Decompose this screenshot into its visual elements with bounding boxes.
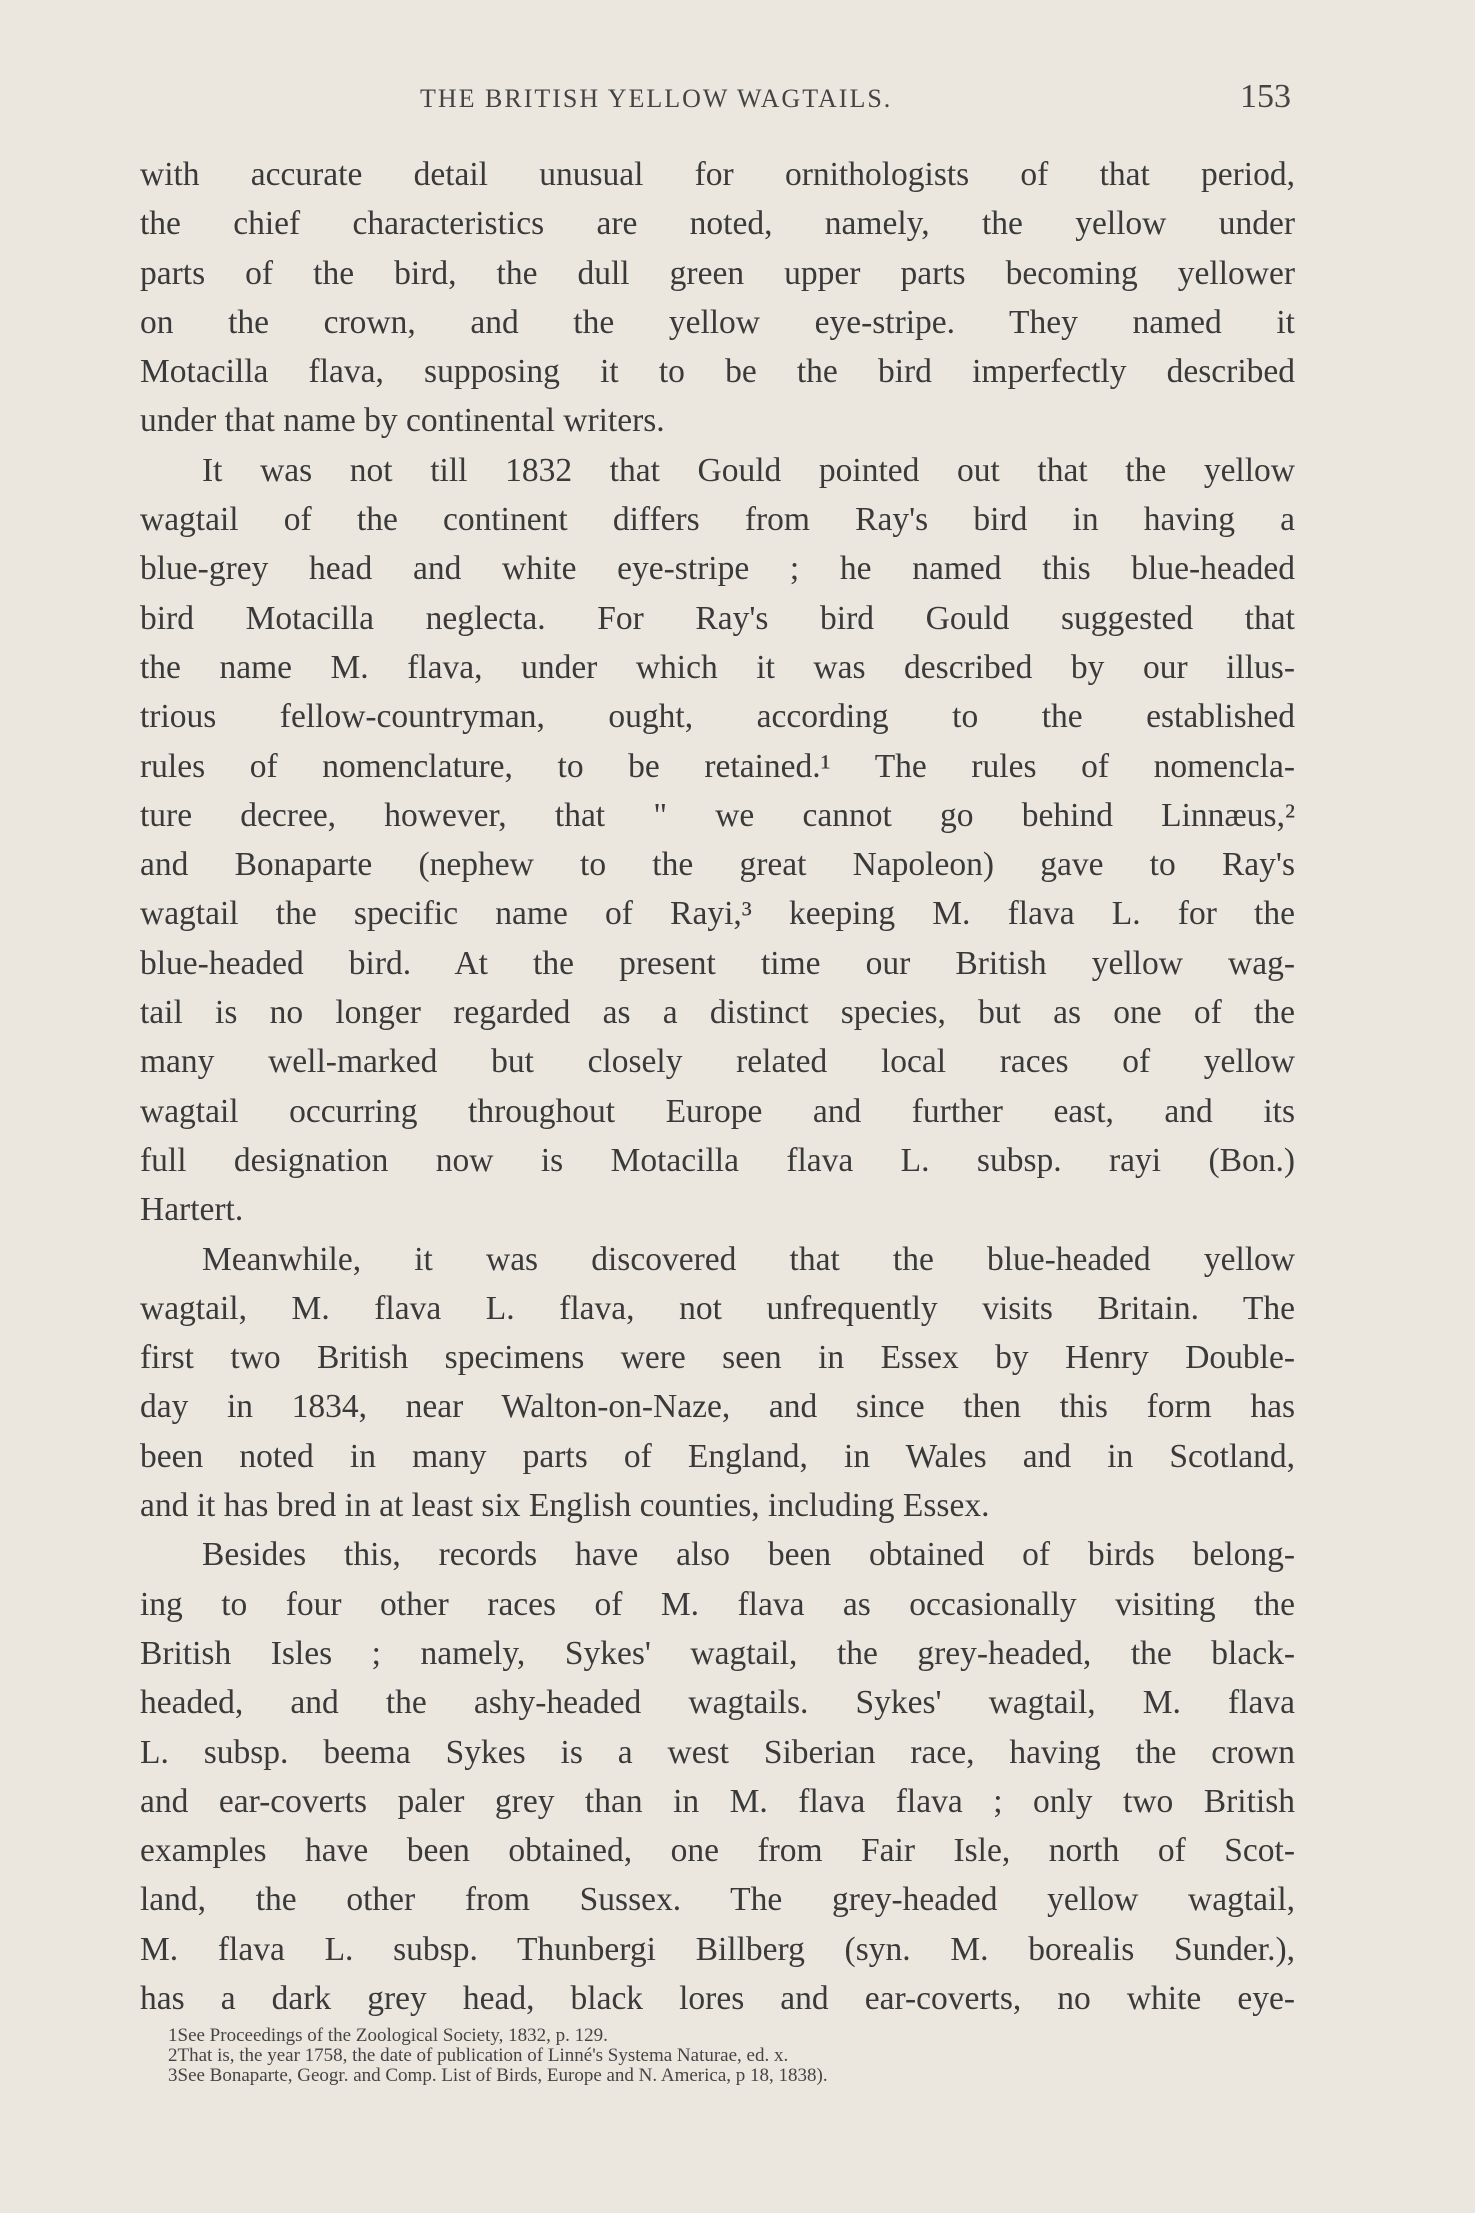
text-line: under that name by continental writers. bbox=[140, 402, 665, 440]
text-line: day in 1834, near Walton-on-Naze, and since then this form has bbox=[140, 1388, 1295, 1426]
running-head: THE BRITISH YELLOW WAGTAILS. bbox=[420, 84, 893, 113]
footnote: 3See Bonaparte, Geogr. and Comp. List of Birds, Europe and N. America, p 18, 1838). bbox=[168, 2065, 828, 2086]
text-line: Hartert. bbox=[140, 1191, 244, 1229]
text-line: bird Motacilla neglecta. For Ray's bird Gould suggested that bbox=[140, 599, 1295, 637]
text-line: blue-grey head and white eye-stripe ; he named this blue-headed bbox=[140, 550, 1295, 588]
text-line: on the crown, and the yellow eye-stripe. They named it bbox=[140, 303, 1295, 341]
text-line: been noted in many parts of England, in Wales and in Scotland, bbox=[140, 1437, 1295, 1475]
text-line: parts of the bird, the dull green upper parts becoming yellower bbox=[140, 254, 1295, 292]
text-line: wagtail occurring throughout Europe and further east, and its bbox=[140, 1092, 1295, 1130]
text-line: blue-headed bird. At the present time our British yellow wag- bbox=[140, 944, 1295, 982]
text-line: Meanwhile, it was discovered that the blue-headed yellow bbox=[202, 1240, 1295, 1278]
footnote: 1See Proceedings of the Zoological Society, 1832, p. 129. bbox=[168, 2025, 608, 2046]
text-line: British Isles ; namely, Sykes' wagtail, the grey-headed, the black- bbox=[140, 1634, 1295, 1672]
text-line: ing to four other races of M. flava as occasionally visiting the bbox=[140, 1585, 1295, 1623]
text-line: rules of nomenclature, to be retained.¹ The rules of nomencla- bbox=[140, 747, 1295, 785]
text-line: wagtail the specific name of Rayi,³ keeping M. flava L. for the bbox=[140, 895, 1295, 933]
text-line: many well-marked but closely related local races of yellow bbox=[140, 1043, 1295, 1081]
text-line: headed, and the ashy-headed wagtails. Sykes' wagtail, M. flava bbox=[140, 1684, 1295, 1722]
text-line: the chief characteristics are noted, namely, the yellow under bbox=[140, 205, 1295, 243]
text-line: Motacilla flava, supposing it to be the bird imperfectly described bbox=[140, 353, 1295, 391]
text-line: Besides this, records have also been obtained of birds belong- bbox=[202, 1536, 1295, 1574]
text-line: M. flava L. subsp. Thunbergi Billberg (syn. M. borealis Sunder.), bbox=[140, 1930, 1295, 1968]
text-line: trious fellow-countryman, ought, according to the established bbox=[140, 698, 1295, 736]
body-text bbox=[140, 150, 1295, 2023]
text-line: first two British specimens were seen in Essex by Henry Double- bbox=[140, 1339, 1295, 1377]
text-line: tail is no longer regarded as a distinct species, but as one of the bbox=[140, 994, 1295, 1032]
text-line: wagtail of the continent differs from Ray's bird in having a bbox=[140, 501, 1295, 539]
text-line: and it has bred in at least six English counties, including Essex. bbox=[140, 1487, 990, 1525]
text-line: ture decree, however, that " we cannot go behind Linnæus,² bbox=[140, 796, 1295, 834]
text-line: and Bonaparte (nephew to the great Napoleon) gave to Ray's bbox=[140, 846, 1295, 884]
text-line: with accurate detail unusual for ornithologists of that period, bbox=[140, 156, 1295, 193]
text-line: L. subsp. beema Sykes is a west Siberian race, having the crown bbox=[140, 1733, 1295, 1771]
text-line: examples have been obtained, one from Fair Isle, north of Scot- bbox=[140, 1832, 1295, 1870]
text-line: full designation now is Motacilla flava L. subsp. rayi (Bon.) bbox=[140, 1141, 1295, 1179]
text-line: the name M. flava, under which it was described by our illus- bbox=[140, 648, 1295, 686]
text-line: and ear-coverts paler grey than in M. flava flava ; only two British bbox=[140, 1782, 1295, 1820]
footnote: 2That is, the year 1758, the date of publication of Linné's Systema Naturae, ed. x. bbox=[168, 2045, 789, 2066]
text-line: has a dark grey head, black lores and ear-coverts, no white eye- bbox=[140, 1979, 1295, 2017]
text-line: wagtail, M. flava L. flava, not unfrequently visits Britain. The bbox=[140, 1289, 1295, 1327]
footnotes bbox=[168, 2026, 1248, 2086]
page-number: 153 bbox=[1240, 78, 1291, 115]
text-line: It was not till 1832 that Gould pointed out that the yellow bbox=[202, 451, 1295, 489]
page-header bbox=[0, 78, 1475, 128]
text-line: land, the other from Sussex. The grey-headed yellow wagtail, bbox=[140, 1881, 1295, 1919]
